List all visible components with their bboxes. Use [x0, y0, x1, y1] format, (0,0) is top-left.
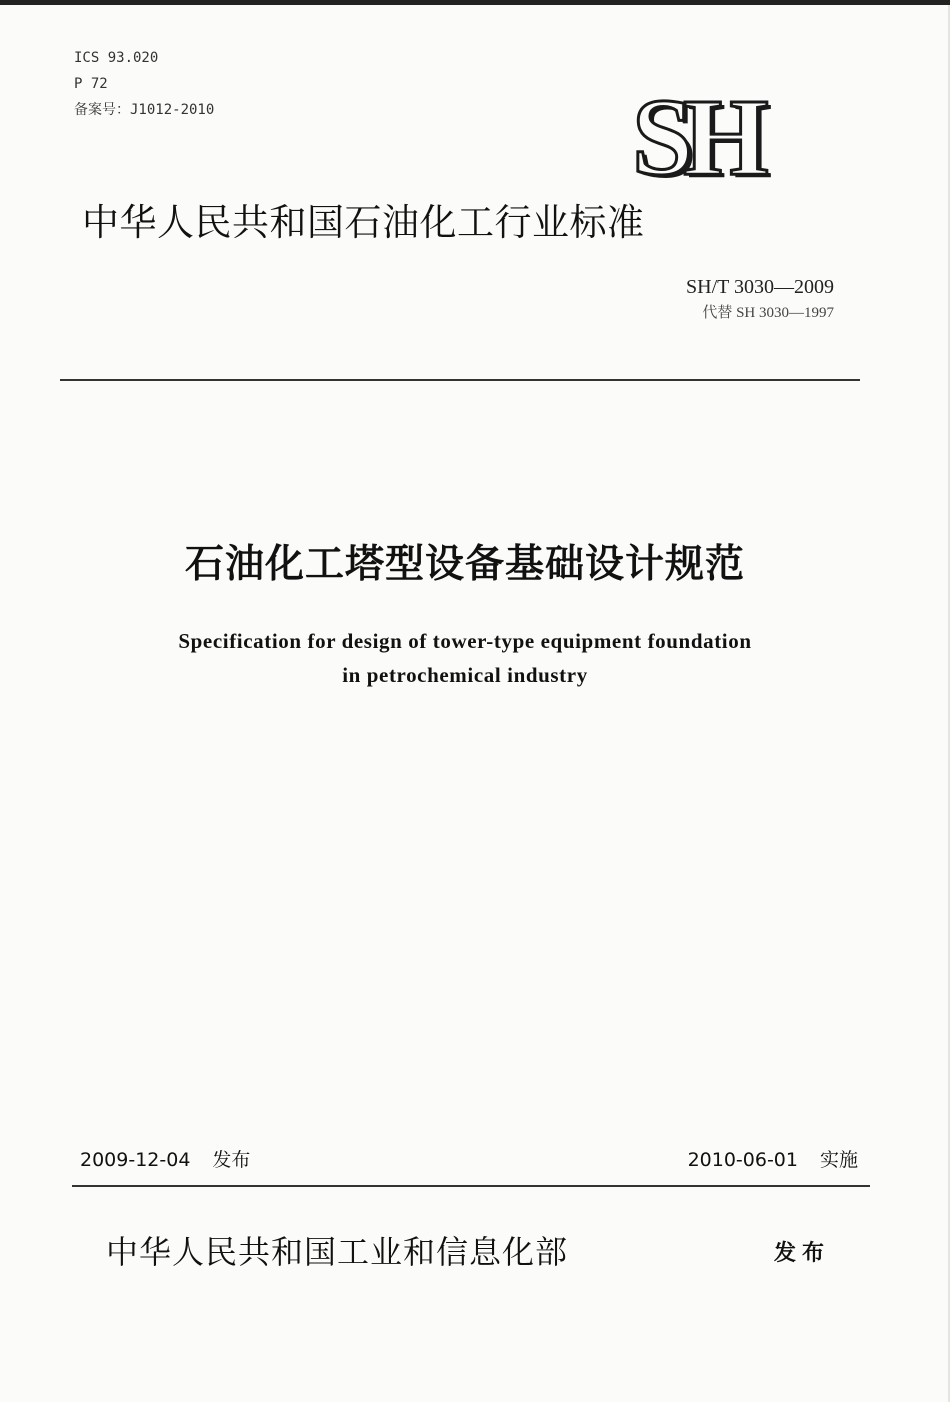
filing-number: 备案号：J1012-2010 — [74, 102, 215, 118]
top-border — [0, 0, 950, 5]
publisher-name: 中华人民共和国工业和信息化部 — [106, 1233, 569, 1271]
sh-logo: SH — [632, 76, 759, 198]
classification-block — [74, 45, 214, 123]
document-title-en — [0, 624, 930, 692]
document-title-zh: 石油化工塔型设备基础设计规范 — [184, 542, 745, 587]
document-title-en-line-1: Specification for design of tower-type equipment foundation — [178, 629, 752, 653]
ics-code: ICS 93.020 — [74, 50, 159, 66]
issue-date: 2009-12-04 — [80, 1149, 191, 1171]
standard-code: SH/T 3030—2009 — [686, 276, 834, 298]
effective-date: 2010-06-01 — [687, 1149, 798, 1171]
effective-date-block — [688, 1145, 858, 1175]
publish-label: 发布 — [774, 1241, 831, 1266]
replaced-standard: 代替 SH 3030—1997 — [702, 305, 834, 321]
industry-standard-title: 中华人民共和国石油化工行业标准 — [82, 201, 645, 244]
top-divider — [60, 379, 860, 381]
ccs-code: P 72 — [74, 76, 108, 92]
bottom-divider — [72, 1185, 870, 1187]
issue-label: 发布 — [212, 1149, 251, 1171]
effective-label: 实施 — [819, 1149, 858, 1171]
issue-date-block — [80, 1145, 250, 1175]
document-title-en-line-2: in petrochemical industry — [342, 663, 588, 687]
